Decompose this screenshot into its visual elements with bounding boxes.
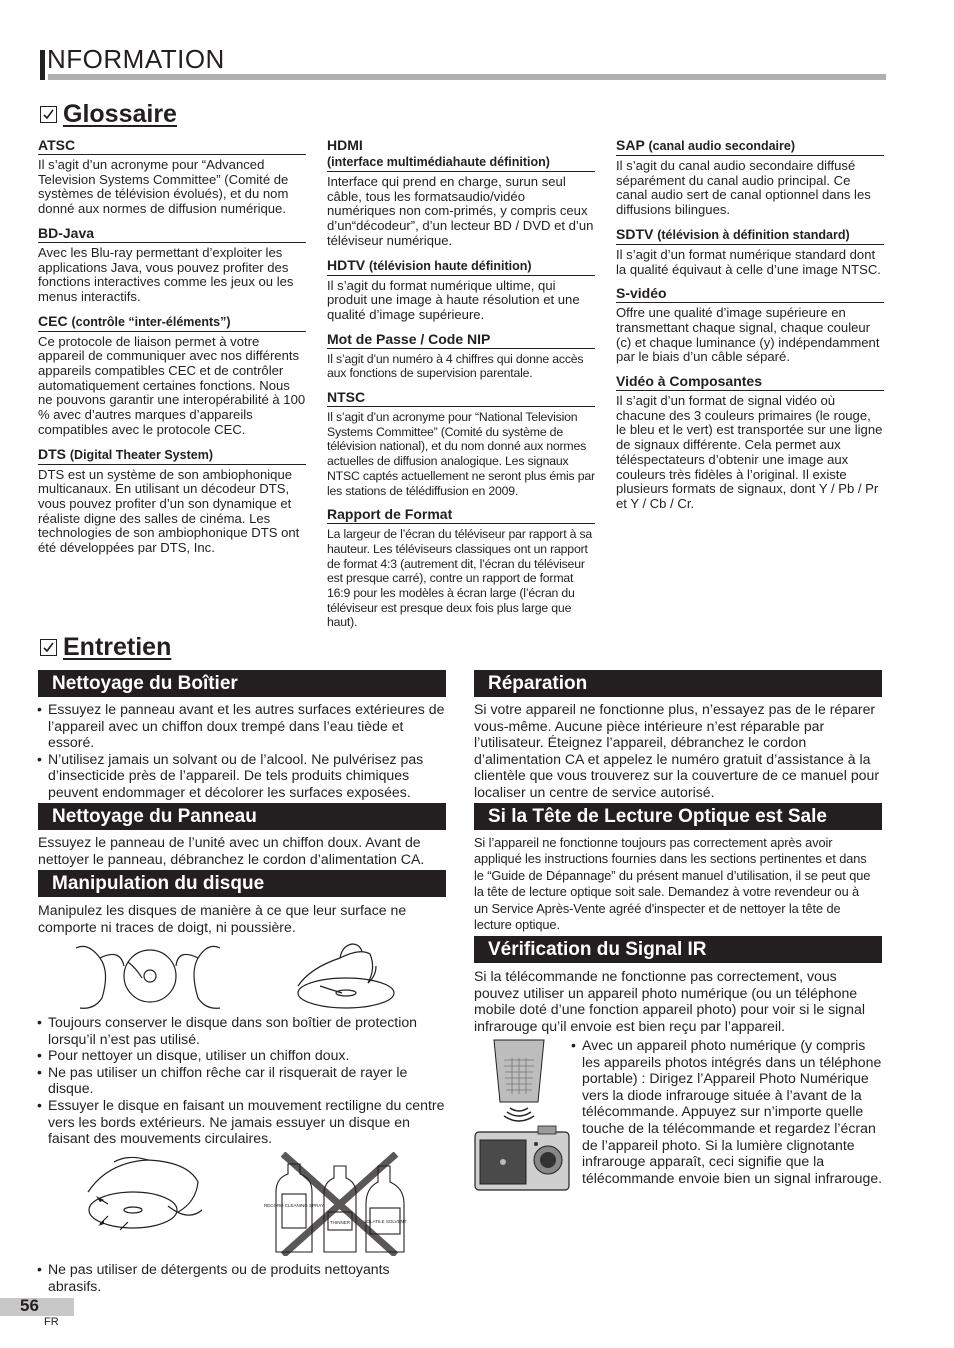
term-subtitle: (canal audio secondaire) [648,139,796,153]
list-item: • Toujours conserver le disque dans son boîtier de protection lorsqu’il n’est pas utilisé. [38,1014,446,1047]
term-name: Vidéo à Composantes [616,373,763,390]
disc-detergent-note [38,1261,446,1294]
list-item: • Pour nettoyer un disque, utiliser un chiffon doux. [38,1047,446,1064]
disc-wiping-illustration [78,1152,418,1256]
glossary-term [616,226,884,245]
repair-banner: Réparation [474,670,882,697]
term-name: NTSC [327,389,366,406]
ir-check-text: Si la télécommande ne fonctionne pas correctement, vous pouvez utiliser un appareil photo numérique (ou un téléphone mobile doté d’une fonction appareil photo) pour voir si le signal infrarouge qu’il envoie est bien reçu par l’appareil. [474,968,865,1034]
term-definition: Il s’agit d’un acronyme pour “National Television Systems Committee” (Comité du système de télévision national), et du nom donné aux normes actuelles de diffusion analogique. Les signaux NTSC captés actuellement ne seront plus émis par les stations de télédiffusion en 2009. [327,410,595,498]
disc-handling-illustration [70,938,430,1013]
remote-camera-illustration [474,1036,572,1192]
term-name: CEC [38,312,68,329]
glossary-column-1 [38,137,306,564]
maintenance-heading: Entretien [40,633,171,662]
list-item: • Avec un appareil photo numérique (y compris les appareils photos intégrés dans un téléphone portable) : Dirigez l’Appareil Photo Numérique vers la diode infrarouge située à l’avant de la télécommande. Appuyez sur n’importe quelle touche de la télécommande et regardez l’écran de l’appareil photo. Si la lumière clignotante infrarouge apparaît, ceci signifie que la télécommande envoie bien un signal infrarouge. [572,1037,884,1186]
term-name: HDTV [327,256,366,273]
glossary-term [327,137,595,172]
cabinet-cleaning-text [38,701,446,801]
list-item: • Ne pas utiliser de détergents ou de produits nettoyants abrasifs. [38,1261,446,1294]
header-rule [48,74,886,80]
term-subtitle: (contrôle “inter-éléments”) [71,314,231,329]
bottle-label: THINNER [330,1220,350,1225]
list-item: • N’utilisez jamais un solvant ou de l’alcool. Ne pulvérisez pas d’insecticide près de l’appareil. De tels produits chimiques peuvent endommager et décolorer les surfaces exposées. [38,751,446,801]
glossary-term [38,225,306,243]
list-item: • Ne pas utiliser un chiffon rêche car il risquerait de rayer le disque. [38,1064,446,1097]
glossary-term [616,373,884,391]
cabinet-cleaning-banner: Nettoyage du Boîtier [38,670,446,697]
term-name: ATSC [38,137,76,153]
bottle-label: VOLATILE SOLVENT [363,1219,407,1224]
term-subtitle: (télévision à définition standard) [657,227,850,242]
disc-care-list [38,1014,446,1147]
checkbox-icon [40,639,57,656]
term-definition: La largeur de l’écran du téléviseur par rapport à sa hauteur. Les téléviseurs classiques ont un rapport de format 4:3 (autrement dit, l’écran du téléviseur est presque carré), contre un rapport de format 16:9 pour les modèles à écran large (l’écran du téléviseur est presque deux fois plus large que haut). [327,527,593,630]
term-definition: Ce protocole de liaison permet à votre appareil de communiquer avec nos différents appareils compatibles CEC et de contrôler automatiquement certaines fonctions. Nous ne pouvons garantir une interopérabilité à 100 % avec d’autres marques d’appareils compatibles avec le protocole CEC. [38,333,306,437]
list-item: • Essuyer le disque en faisant un mouvement rectiligne du centre vers les bords extérieurs. Ne jamais essuyer un disque en faisant des mouvements circulaires. [38,1097,446,1147]
term-subtitle: (interface multimédiahaute définition) [327,155,550,169]
term-name: SDTV [616,225,654,242]
glossary-term [38,137,306,155]
checkbox-icon [40,106,57,123]
glossary-term [38,313,306,332]
bottle-label: RECORD CLEANING SPRAY [264,1203,324,1208]
term-name: HDMI [327,137,363,153]
term-definition: Il s’agit du format numérique ultime, qui produit une image à haute résolution et une qualité d’image supérieure. [327,277,580,322]
panel-cleaning-banner: Nettoyage du Panneau [38,803,446,830]
page-number: 56 [20,1296,39,1315]
term-name: S-vidéo [616,285,667,302]
term-definition: Il s’agit d’un format numérique standard dont la qualité équivaut à celle d’une image NTSC. [616,246,881,277]
term-name: DTS [38,445,66,462]
term-definition: Avec les Blu-ray permettant d’exploiter les applications Java, vous pouvez profiter des fonctions interactives comme les jeux ou les menus interactifs. [38,244,294,304]
ir-camera-instructions [572,1037,884,1186]
glossary-term [327,257,595,276]
repair-text: Si votre appareil ne fonctionne plus, n’essayez pas de le réparer vous-même. Aucune pièce intérieure n’est réparable par l’utilisateur. Éteignez l’appareil, débranchez le cordon d’alimentation CA et appelez le numéro gratuit d’assistance à la clientèle que vous trouverez sur la couverture de ce manuel pour localiser un centre de service autorisé. [474,701,880,800]
panel-cleaning-text: Essuyez le panneau de l’unité avec un chiffon doux. Avant de nettoyer le panneau, débranchez le cordon d’alimentation CA. [38,834,425,867]
term-definition: Offre une qualité d’image supérieure en transmettant chaque signal, chaque couleur (c) et chaque luminance (y) indépendamment par le biais d’un câble séparé. [616,305,880,365]
language-code: FR [44,1316,59,1328]
term-subtitle: (télévision haute définition) [369,258,532,273]
disc-handling-banner: Manipulation du disque [38,870,446,897]
term-name: BD-Java [38,224,95,241]
disc-handling-text: Manipulez les disques de manière à ce que leur surface ne comporte ni traces de doigt, ni poussière. [38,902,407,935]
term-definition: Il s’agit d’un format de signal vidéo où chacune des 3 couleurs primaires (le rouge, le bleu et le vert) est transportée sur une ligne de signaux différente. Cela permet aux téléspectateurs d’obtenir une image aux couleurs très fidèles à l’original. Il existe plusieurs formats de signaux, dont Y / Pb / Pr et Y / Cb / Cr. [616,393,883,511]
term-definition: DTS est un système de son ambiophonique multicanaux. En utilisant un décodeur DTS, vous pouvez profiter d’un son dynamique et réaliste digne des salles de cinéma. Les technologies de son ambiophonique DTS ont été développées par DTS, Inc. [38,466,300,556]
term-definition: Il s’agit d’un numéro à 4 chiffres qui donne accès aux fonctions de supervision parentale. [327,351,584,381]
term-name: Mot de Passe / Code NIP [327,330,491,347]
term-definition: Interface qui prend en charge, surun seul câble, tous les formatsaudio/vidéo numériques non com-primés, y compris ceux d’un“décodeur”, d’un lecteur BD / DVD et d’un téléviseur numérique. [327,174,594,248]
term-name: SAP [616,137,645,153]
glossary-term [327,389,595,407]
glossary-column-2 [327,137,595,638]
glossary-term [616,285,884,303]
header-bar [40,50,45,80]
glossary-term [38,446,306,465]
glossary-column-3 [616,137,884,520]
term-subtitle: (Digital Theater System) [69,447,213,462]
pickup-banner: Si la Tête de Lecture Optique est Sale [474,803,882,830]
page-section-title: NFORMATION [47,44,225,74]
ir-check-banner: Vérification du Signal IR [474,936,882,963]
glossary-term [327,506,595,524]
list-item: • Essuyez le panneau avant et les autres surfaces extérieures de l’appareil avec un chiffon doux trempé dans l’eau tiède et essoré. [38,701,446,751]
glossary-term [616,137,884,156]
term-definition: Il s’agit d’un acronyme pour “Advanced Television Systems Committee” (Comité de systèmes de télévision évolués), et du nom donné aux normes de diffusion numérique. [38,157,289,217]
glossary-heading: Glossaire [40,100,177,129]
pickup-text: Si l’appareil ne fonctionne toujours pas correctement après avoir appliqué les instructions fournies dans les sections pertinentes et dans le “Guide de Dépannage” du présent manuel d’utilisation, il se peut que la tête de lecture optique soit sale. Demandez à votre revendeur ou à un Service Après-Vente agréé d'inspecter et de nettoyer la tête de lecture optique. [474,835,871,933]
term-name: Rapport de Format [327,506,453,523]
term-definition: Il s’agit du canal audio secondaire diffusé séparément du canal audio principal. Ce canal audio sert de canal optionnel dans les diffusions bilingues. [616,158,871,218]
glossary-term [327,331,595,349]
